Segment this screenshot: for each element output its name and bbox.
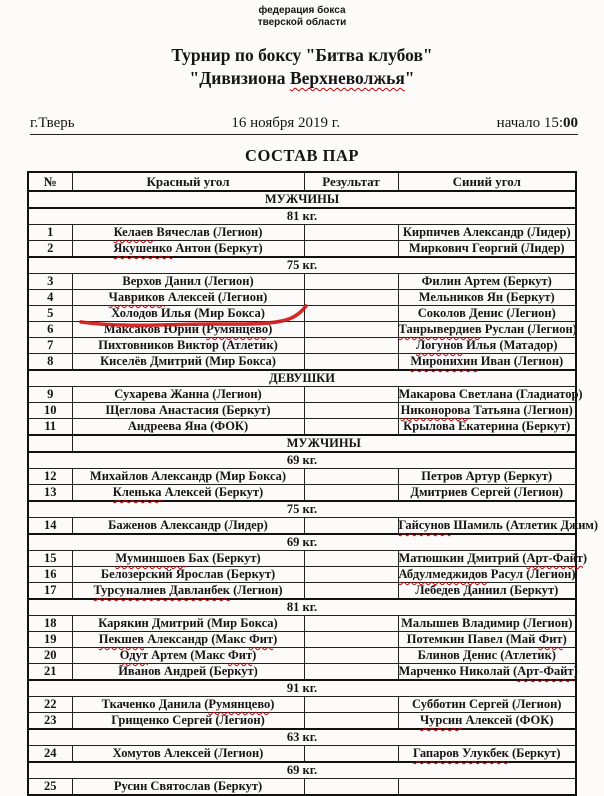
- pair-number: 1: [28, 225, 72, 241]
- blue-corner-cell: Соколов Денис (Легион): [398, 306, 576, 322]
- weight-row: [28, 452, 576, 469]
- red-corner-cell: Русин Святослав (Беркут): [72, 779, 304, 796]
- column-header-number: №: [28, 172, 72, 191]
- result-cell: [304, 306, 398, 322]
- spellcheck-underline: Фит: [228, 648, 253, 662]
- pair-row: [28, 746, 576, 763]
- event-city: г.Тверь: [30, 115, 75, 131]
- weight-row: [28, 257, 576, 274]
- spellcheck-underline: Гайсунов: [398, 518, 451, 532]
- section-label: ДЕВУШКИ: [28, 370, 576, 387]
- pair-number: 3: [28, 274, 72, 290]
- spellcheck-underline: Фит: [538, 632, 563, 646]
- red-corner-cell: Хомутов Алексей (Легион): [72, 746, 304, 763]
- result-cell: [304, 697, 398, 713]
- section-label: МУЖЧИНЫ: [28, 191, 576, 208]
- result-cell: [304, 779, 398, 796]
- pair-row: [28, 697, 576, 713]
- spellcheck-underline: Одут: [119, 648, 148, 662]
- federation-line1: федерация бокса: [258, 5, 346, 16]
- weight-label: 75 кг.: [28, 501, 576, 518]
- spellcheck-underline: Румянцево: [206, 322, 269, 336]
- result-cell: [304, 518, 398, 535]
- weight-label: 91 кг.: [28, 680, 576, 697]
- weight-label: 63 кг.: [28, 729, 576, 746]
- result-cell: [304, 632, 398, 648]
- pair-row: [28, 583, 576, 600]
- blue-corner-cell: Блинов Денис (Атлетик): [398, 648, 576, 664]
- blue-corner-cell: Чурсин Алексей (ФОК): [398, 713, 576, 730]
- result-cell: [304, 713, 398, 730]
- pair-number: 23: [28, 713, 72, 730]
- federation-line2: тверской области: [257, 17, 347, 28]
- result-cell: [304, 469, 398, 485]
- pair-row: [28, 241, 576, 258]
- spellcheck-underline: Арт-Файт: [526, 551, 583, 565]
- red-corner-cell: Андреева Яна (ФОК): [72, 419, 304, 436]
- red-corner-cell: Михайлов Александр (Мир Бокса): [72, 469, 304, 485]
- result-cell: [304, 354, 398, 371]
- pair-row: [28, 274, 576, 290]
- pair-number: 10: [28, 403, 72, 419]
- pair-number: 18: [28, 616, 72, 632]
- table-header-row: [28, 172, 576, 191]
- pair-number: 25: [28, 779, 72, 796]
- red-corner-cell: Грищенко Сергей (Легион): [72, 713, 304, 730]
- red-corner-cell: Максаков Юрий (Румянцево): [72, 322, 304, 338]
- pair-row: [28, 648, 576, 664]
- result-cell: [304, 746, 398, 763]
- title-line2-prefix: "Дивизиона: [189, 68, 290, 88]
- pair-number: 16: [28, 567, 72, 583]
- pair-row: [28, 403, 576, 419]
- pairs-table: [27, 171, 599, 796]
- event-start-time: [497, 115, 578, 132]
- spellcheck-underline: Танрывердиев: [398, 322, 482, 336]
- red-corner-cell: Холодов Илья (Мир Бокса): [72, 306, 304, 322]
- result-cell: [304, 551, 398, 567]
- weight-row: [28, 729, 576, 746]
- start-time-prefix: начало 15:: [496, 115, 563, 131]
- pair-row: [28, 713, 576, 730]
- empty-number-cell: [28, 435, 72, 452]
- pair-number: 5: [28, 306, 72, 322]
- blue-corner-cell: Потемкин Павел (Май Фит): [398, 632, 576, 648]
- result-cell: [304, 274, 398, 290]
- pair-row: [28, 354, 576, 371]
- weight-label: 69 кг.: [28, 762, 576, 779]
- pair-row: [28, 387, 576, 403]
- start-time-minutes: 00: [563, 115, 578, 131]
- column-header-blue-corner: Синий угол: [398, 172, 576, 191]
- pair-number: 2: [28, 241, 72, 258]
- pair-row: [28, 664, 576, 681]
- title-line2-misspelled-word: Верхневолжья: [289, 68, 405, 88]
- weight-label: 81 кг.: [28, 599, 576, 616]
- pair-number: 22: [28, 697, 72, 713]
- spellcheck-underline: Фит: [249, 632, 274, 646]
- result-cell: [304, 403, 398, 419]
- red-corner-cell: Кленька Алексей (Беркут): [72, 485, 304, 502]
- pair-row: [28, 469, 576, 485]
- blue-corner-cell: Дмитриев Сергей (Легион): [398, 485, 576, 502]
- blue-corner-cell: Миркович Георгий (Лидер): [398, 241, 576, 258]
- pair-row: [28, 485, 576, 502]
- spellcheck-underline: Арт-Файт: [517, 664, 574, 678]
- red-corner-cell: Одут Артем (Макс Фит): [72, 648, 304, 664]
- result-cell: [304, 616, 398, 632]
- red-corner-cell: Киселёв Дмитрий (Мир Бокса): [72, 354, 304, 371]
- spellcheck-underline: Турсуналиев Давланбек: [93, 583, 230, 597]
- red-corner-cell: Чавриков Алексей (Легион): [72, 290, 304, 306]
- spellcheck-underline: Миронихин: [410, 354, 478, 368]
- spellcheck-underline: Якушенко: [113, 241, 173, 255]
- weight-label: 81 кг.: [28, 208, 576, 225]
- blue-corner-cell: Петров Артур (Беркут): [398, 469, 576, 485]
- red-corner-cell: Турсуналиев Давланбек (Легион): [72, 583, 304, 600]
- red-corner-cell: Сухарева Жанна (Легион): [72, 387, 304, 403]
- red-corner-cell: Якушенко Антон (Беркут): [72, 241, 304, 258]
- spellcheck-underline: Пекшев: [98, 632, 145, 646]
- pair-number: 12: [28, 469, 72, 485]
- pair-row: [28, 632, 576, 648]
- red-corner-cell: Келаев Вячеслав (Легион): [72, 225, 304, 241]
- spellcheck-underline: Гапаров Улукбек: [412, 746, 509, 760]
- section-label: МУЖЧИНЫ: [72, 435, 576, 452]
- blue-corner-cell: Филин Артем (Беркут): [398, 274, 576, 290]
- blue-corner-cell: Марченко Николай (Арт-Файт): [398, 664, 578, 678]
- blue-corner-cell: Лебедев Даниил (Беркут): [398, 583, 576, 600]
- pair-row: [28, 338, 576, 354]
- blue-corner-cell: Матюшкин Дмитрий (Арт-Файт): [398, 551, 588, 565]
- result-cell: [304, 225, 398, 241]
- pairs-tbody: [28, 191, 599, 795]
- result-cell: [304, 241, 398, 258]
- event-info-line: [30, 115, 578, 135]
- pair-number: 24: [28, 746, 72, 763]
- spellcheck-underline: Логунов: [415, 338, 464, 352]
- pair-row: [28, 616, 576, 632]
- pair-number: 15: [28, 551, 72, 567]
- tournament-title: [0, 44, 604, 90]
- weight-row: [28, 599, 576, 616]
- pair-row: [28, 779, 576, 796]
- result-cell: [304, 485, 398, 502]
- blue-corner-cell: Абдулмеджидов Расул (Легион): [398, 567, 576, 581]
- weight-row: [28, 534, 576, 551]
- result-cell: [304, 567, 398, 583]
- spellcheck-underline: Муминшоев: [115, 551, 186, 565]
- blue-corner-cell: Мельников Ян (Беркут): [398, 290, 576, 306]
- red-corner-cell: Пекшев Александр (Макс Фит): [72, 632, 304, 648]
- column-header-result: Результат: [304, 172, 398, 191]
- pair-row: [28, 306, 576, 322]
- red-corner-cell: Иванов Андрей (Беркут): [72, 664, 304, 681]
- red-corner-cell: Щеглова Анастасия (Беркут): [72, 403, 304, 419]
- red-corner-cell: Ткаченко Данила (Румянцево): [72, 697, 304, 713]
- spellcheck-underline: Чавриков: [108, 290, 165, 304]
- spellcheck-underline: Никонорова: [400, 403, 471, 417]
- result-cell: [304, 387, 398, 403]
- pair-number: 9: [28, 387, 72, 403]
- blue-corner-cell: Логунов Илья (Матадор): [398, 338, 576, 354]
- weight-row: [28, 762, 576, 779]
- spellcheck-underline: Чурсин: [419, 713, 463, 727]
- pair-number: 14: [28, 518, 72, 535]
- red-corner-cell: Верхов Данил (Легион): [72, 274, 304, 290]
- section-row: [28, 191, 576, 208]
- pair-row: [28, 419, 576, 436]
- result-cell: [304, 648, 398, 664]
- result-cell: [304, 322, 398, 338]
- result-cell: [304, 338, 398, 354]
- spellcheck-underline: Абдулмеджидов: [398, 567, 488, 581]
- spellcheck-underline: Румянцево: [208, 697, 271, 711]
- red-corner-cell: Пихтовников Виктор (Атлетик): [72, 338, 304, 354]
- pair-row: [28, 551, 576, 567]
- red-corner-cell: Муминшоев Бах (Беркут): [72, 551, 304, 567]
- weight-label: 75 кг.: [28, 257, 576, 274]
- weight-label: 69 кг.: [28, 452, 576, 469]
- section-row: [28, 435, 576, 452]
- red-corner-cell: Белозерский Ярослав (Беркут): [72, 567, 304, 583]
- weight-row: [28, 208, 576, 225]
- pairs-list-title: СОСТАВ ПАР: [245, 146, 359, 165]
- title-line2-suffix: ": [404, 68, 415, 88]
- result-cell: [304, 583, 398, 600]
- red-corner-cell: Карякин Дмитрий (Мир Бокса): [72, 616, 304, 632]
- federation-header: [0, 0, 604, 29]
- blue-corner-cell: Никонорова Татьяна (Легион): [398, 403, 576, 419]
- red-corner-cell: Баженов Александр (Лидер): [72, 518, 304, 535]
- pair-row: [28, 322, 576, 338]
- blue-corner-cell: Миронихин Иван (Легион): [398, 354, 576, 371]
- blue-corner-cell: Субботин Сергей (Легион): [398, 697, 576, 713]
- pair-row: [28, 225, 576, 241]
- blue-corner-cell: Крылова Екатерина (Беркут): [398, 419, 576, 436]
- blue-corner-cell: [398, 779, 576, 796]
- pair-row: [28, 290, 576, 306]
- blue-corner-cell: Малышев Владимир (Легион): [398, 616, 576, 632]
- pair-number: 11: [28, 419, 72, 436]
- blue-corner-cell: Макарова Светлана (Гладиатор): [398, 387, 583, 401]
- tournament-title-line2: [0, 67, 604, 90]
- blue-corner-cell: Гапаров Улукбек (Беркут): [398, 746, 576, 763]
- column-header-red-corner: Красный угол: [72, 172, 304, 191]
- result-cell: [304, 290, 398, 306]
- event-date: 16 ноября 2019 г.: [231, 115, 340, 131]
- spellcheck-underline: Келаев: [113, 225, 154, 239]
- result-cell: [304, 664, 398, 681]
- section-row: [28, 370, 576, 387]
- blue-corner-cell: Танрывердиев Руслан (Легион): [398, 322, 577, 336]
- pair-number: 13: [28, 485, 72, 502]
- pair-number: 6: [28, 322, 72, 338]
- weight-row: [28, 501, 576, 518]
- pair-number: 17: [28, 583, 72, 600]
- pair-row: [28, 567, 576, 583]
- pair-number: 8: [28, 354, 72, 371]
- pair-number: 7: [28, 338, 72, 354]
- pair-row: [28, 518, 576, 535]
- pair-number: 4: [28, 290, 72, 306]
- spellcheck-underline: Кленька: [112, 485, 162, 499]
- blue-corner-cell: Гайсунов Шамиль (Атлетик Джим): [398, 518, 599, 532]
- blue-corner-cell: Кирпичев Александр (Лидер): [398, 225, 576, 241]
- weight-label: 69 кг.: [28, 534, 576, 551]
- weight-row: [28, 680, 576, 697]
- result-cell: [304, 419, 398, 436]
- tournament-title-line1: Турнир по боксу "Битва клубов": [171, 45, 433, 65]
- pair-number: 19: [28, 632, 72, 648]
- pair-number: 21: [28, 664, 72, 681]
- pair-number: 20: [28, 648, 72, 664]
